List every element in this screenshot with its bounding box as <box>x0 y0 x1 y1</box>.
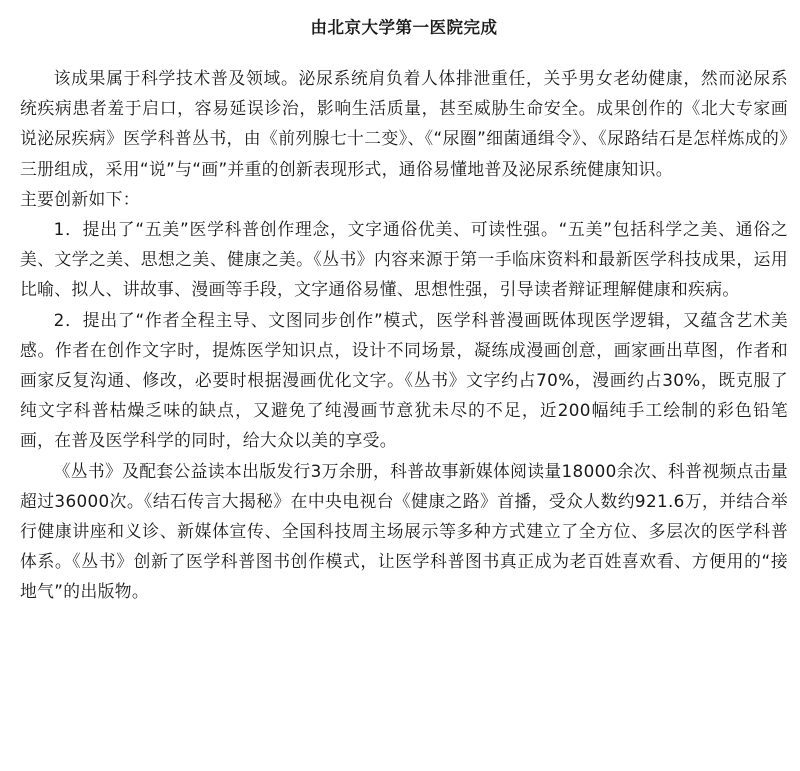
document-page <box>20 0 788 771</box>
paragraph-innovation-2: 2．提出了“作者全程主导、文图同步创作”模式，医学科普漫画既体现医学逻辑，又蕴含艺术美感。作者在创作文字时，提炼医学知识点，设计不同场景，凝练成漫画创意，画家画出草图，作者和画家反复沟通、修改，必要时根据漫画优化文字。《丛书》文字约占70%，漫画约占30%，既克服了纯文字科普枯燥乏味的缺点，又避免了纯漫画节意犹未尽的不足，近200幅纯手工绘制的彩色铅笔画，在普及医学科学的同时，给大众以美的享受。 <box>20 309 788 451</box>
paragraph-innovations-heading: 主要创新如下： <box>20 188 140 209</box>
paragraph-intro: 该成果属于科学技术普及领域。泌尿系统肩负着人体排泄重任，关乎男女老幼健康，然而泌尿系统疾病患者羞于启口，容易延误诊治，影响生活质量，甚至威胁生命安全。成果创作的《北大专家画说泌尿疾病》医学科普丛书，由《前列腺七十二变》、《“尿圈”细菌通缉令》、《尿路结石是怎样炼成的》三册组成，采用“说”与“画”并重的创新表现形式，通俗易懂地普及泌尿系统健康知识。 <box>20 68 788 179</box>
paragraph-outcomes: 《丛书》及配套公益读本出版发行3万余册，科普故事新媒体阅读量18000余次、科普视频点击量超过36000次。《结石传言大揭秘》在中央电视台《健康之路》首播，受众人数约921.6万，并结合举行健康讲座和义诊、新媒体宣传、全国科技周主场展示等多种方式建立了全方位、多层次的医学科普体系。《丛书》创新了医学科普图书创作模式，让医学科普图书真正成为老百姓喜欢看、方便用的“接地气”的出版物。 <box>20 460 788 602</box>
paragraph-innovation-1: 1．提出了“五美”医学科普创作理念，文字通俗优美、可读性强。“五美”包括科学之美、通俗之美、文学之美、思想之美、健康之美。《丛书》内容来源于第一手临床资料和最新医学科技成果，运用比喻、拟人、讲故事、漫画等手段，文字通俗易懂、思想性强，引导读者辩证理解健康和疾病。 <box>20 219 788 300</box>
document-title: 由北京大学第一医院完成 <box>310 18 498 37</box>
document-body <box>20 63 788 607</box>
